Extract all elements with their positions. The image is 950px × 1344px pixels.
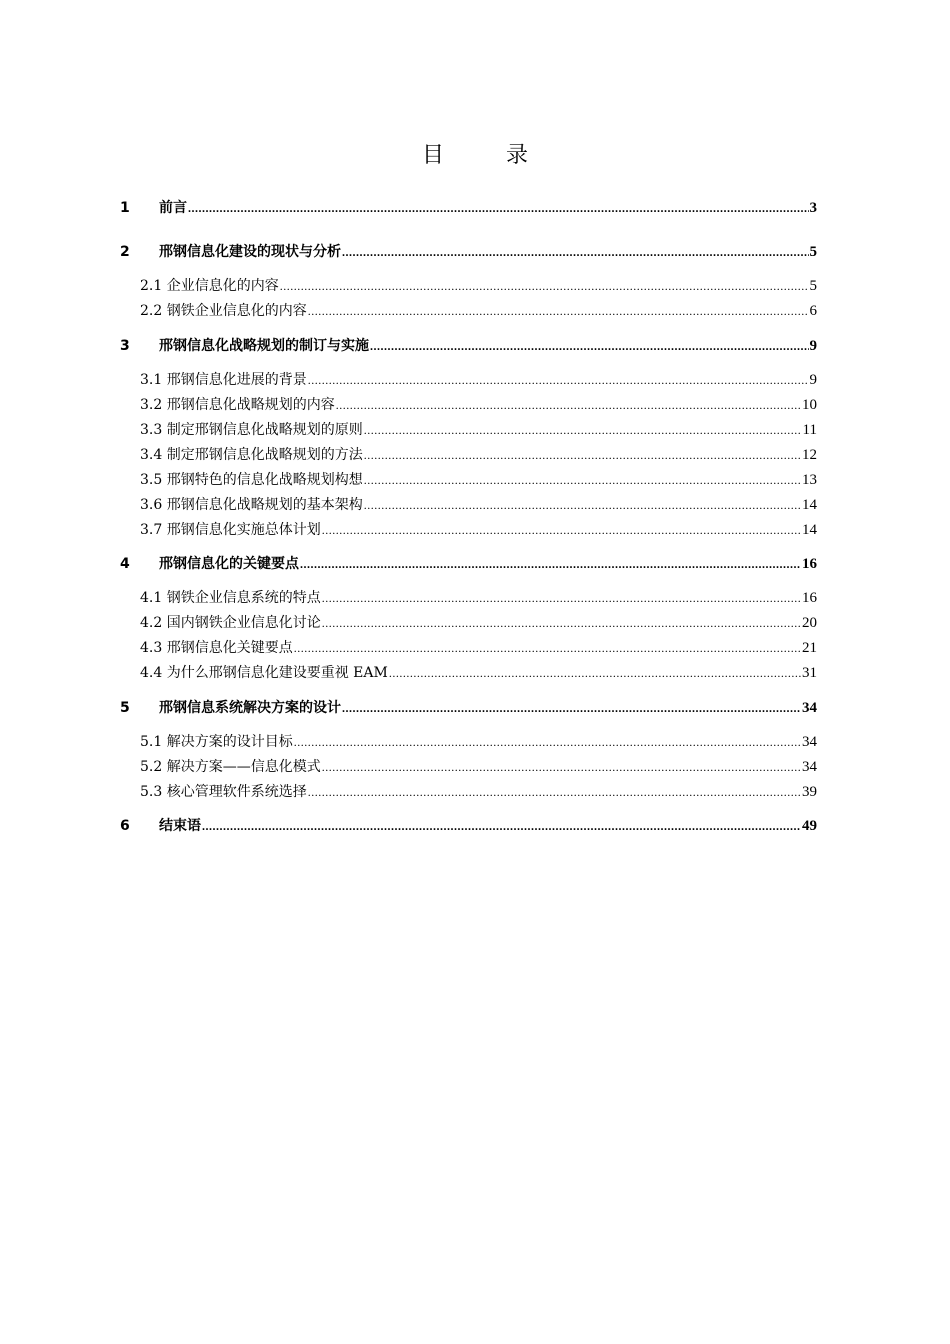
- toc-page-number: 12: [802, 447, 817, 463]
- toc-leader-dots: [202, 815, 801, 837]
- toc-section-3-1[interactable]: [140, 369, 817, 391]
- toc-section-label: 3.1 邢钢信息化进展的背景: [140, 372, 307, 388]
- toc-chapter-number: 2: [120, 244, 130, 260]
- toc-section-5-1[interactable]: [140, 731, 817, 753]
- toc-chapter-label: 邢钢信息系统解决方案的设计: [159, 700, 341, 716]
- toc-chapter-2[interactable]: [120, 241, 817, 263]
- toc-leader-dots: [322, 519, 801, 541]
- toc-section-label: 5.1 解决方案的设计目标: [140, 734, 293, 750]
- toc-page-number: 9: [809, 338, 817, 354]
- toc-section-label: 5.3 核心管理软件系统选择: [140, 784, 307, 800]
- toc-section-label: 4.3 邢钢信息化关键要点: [140, 640, 293, 656]
- toc-page-number: 34: [802, 759, 817, 775]
- toc-section-label: 3.5 邢钢特色的信息化战略规划构想: [140, 472, 363, 488]
- toc-leader-dots: [294, 637, 801, 659]
- toc-page-number: 10: [802, 397, 817, 413]
- toc-leader-dots: [188, 197, 809, 219]
- toc-section-3-7[interactable]: [140, 519, 817, 541]
- toc-page-number: 39: [802, 784, 817, 800]
- toc-section-4-4[interactable]: [140, 662, 817, 684]
- toc-chapter-label: 结束语: [159, 818, 201, 834]
- toc-chapter-number: 6: [120, 818, 130, 834]
- toc-page-number: 13: [802, 472, 817, 488]
- toc-page-number: 49: [802, 818, 817, 834]
- toc-chapter-label: 邢钢信息化建设的现状与分析: [159, 244, 341, 260]
- toc-chapter-6[interactable]: [120, 815, 817, 837]
- toc-leader-dots: [322, 756, 801, 778]
- toc-section-3-6[interactable]: [140, 494, 817, 516]
- toc-chapter-3[interactable]: [120, 335, 817, 357]
- toc-section-label: 4.4 为什么邢钢信息化建设要重视 EAM: [140, 665, 388, 681]
- toc-leader-dots: [364, 469, 801, 491]
- toc-page-number: 14: [802, 522, 817, 538]
- toc-section-3-5[interactable]: [140, 469, 817, 491]
- toc-section-2-2[interactable]: [140, 300, 817, 322]
- toc-chapter-number: 5: [120, 700, 130, 716]
- toc-leader-dots: [336, 394, 801, 416]
- toc-page-number: 11: [802, 422, 817, 438]
- toc-leader-dots: [308, 300, 809, 322]
- toc-chapter-label: 前言: [159, 200, 187, 216]
- toc-section-3-2[interactable]: [140, 394, 817, 416]
- toc-page-number: 34: [802, 734, 817, 750]
- toc-chapter-5[interactable]: [120, 697, 817, 719]
- toc-leader-dots: [364, 419, 802, 441]
- toc-leader-dots: [294, 731, 801, 753]
- toc-page-number: 5: [809, 244, 817, 260]
- toc-chapter-4[interactable]: [120, 553, 817, 575]
- toc-section-4-2[interactable]: [140, 612, 817, 634]
- toc-leader-dots: [389, 662, 801, 684]
- toc-section-label: 5.2 解决方案——信息化模式: [140, 759, 321, 775]
- toc-page-number: 16: [802, 590, 817, 606]
- toc-section-label: 4.1 钢铁企业信息系统的特点: [140, 590, 321, 606]
- toc-section-label: 4.2 国内钢铁企业信息化讨论: [140, 615, 321, 631]
- toc-leader-dots: [342, 697, 801, 719]
- toc-leader-dots: [342, 241, 809, 263]
- toc-leader-dots: [364, 494, 801, 516]
- toc-page-number: 9: [809, 372, 817, 388]
- toc-leader-dots: [308, 369, 809, 391]
- toc-page-number: 14: [802, 497, 817, 513]
- toc-section-4-3[interactable]: [140, 637, 817, 659]
- toc-page-number: 20: [802, 615, 817, 631]
- page-title: 目 录: [421, 143, 548, 168]
- toc-section-label: 3.6 邢钢信息化战略规划的基本架构: [140, 497, 363, 513]
- toc-page-number: 21: [802, 640, 817, 656]
- toc-section-5-2[interactable]: [140, 756, 817, 778]
- toc-chapter-number: 1: [120, 200, 130, 216]
- toc-leader-dots: [300, 553, 801, 575]
- toc-chapter-label: 邢钢信息化战略规划的制订与实施: [159, 338, 369, 354]
- toc-page-number: 16: [802, 556, 817, 572]
- toc-leader-dots: [370, 335, 809, 357]
- toc-section-label: 3.4 制定邢钢信息化战略规划的方法: [140, 447, 363, 463]
- toc-section-4-1[interactable]: [140, 587, 817, 609]
- toc-chapter-label: 邢钢信息化的关键要点: [159, 556, 299, 572]
- toc-section-label: 3.7 邢钢信息化实施总体计划: [140, 522, 321, 538]
- toc-leader-dots: [280, 275, 809, 297]
- toc-section-label: 2.1 企业信息化的内容: [140, 278, 279, 294]
- toc-page-number: 31: [802, 665, 817, 681]
- toc-section-label: 3.3 制定邢钢信息化战略规划的原则: [140, 422, 363, 438]
- toc-chapter-number: 3: [120, 338, 130, 354]
- toc-leader-dots: [322, 612, 801, 634]
- toc-chapter-number: 4: [120, 556, 130, 572]
- toc-page-number: 3: [809, 200, 817, 216]
- toc-leader-dots: [364, 444, 801, 466]
- toc-section-label: 2.2 钢铁企业信息化的内容: [140, 303, 307, 319]
- toc-leader-dots: [322, 587, 801, 609]
- toc-page-number: 34: [802, 700, 817, 716]
- toc-section-5-3[interactable]: [140, 781, 817, 803]
- toc-section-3-3[interactable]: [140, 419, 817, 441]
- toc-section-2-1[interactable]: [140, 275, 817, 297]
- toc-section-label: 3.2 邢钢信息化战略规划的内容: [140, 397, 335, 413]
- toc-section-3-4[interactable]: [140, 444, 817, 466]
- toc-page-number: 5: [809, 278, 817, 294]
- toc-leader-dots: [308, 781, 801, 803]
- toc-page-number: 6: [809, 303, 817, 319]
- toc-chapter-1[interactable]: [120, 197, 817, 219]
